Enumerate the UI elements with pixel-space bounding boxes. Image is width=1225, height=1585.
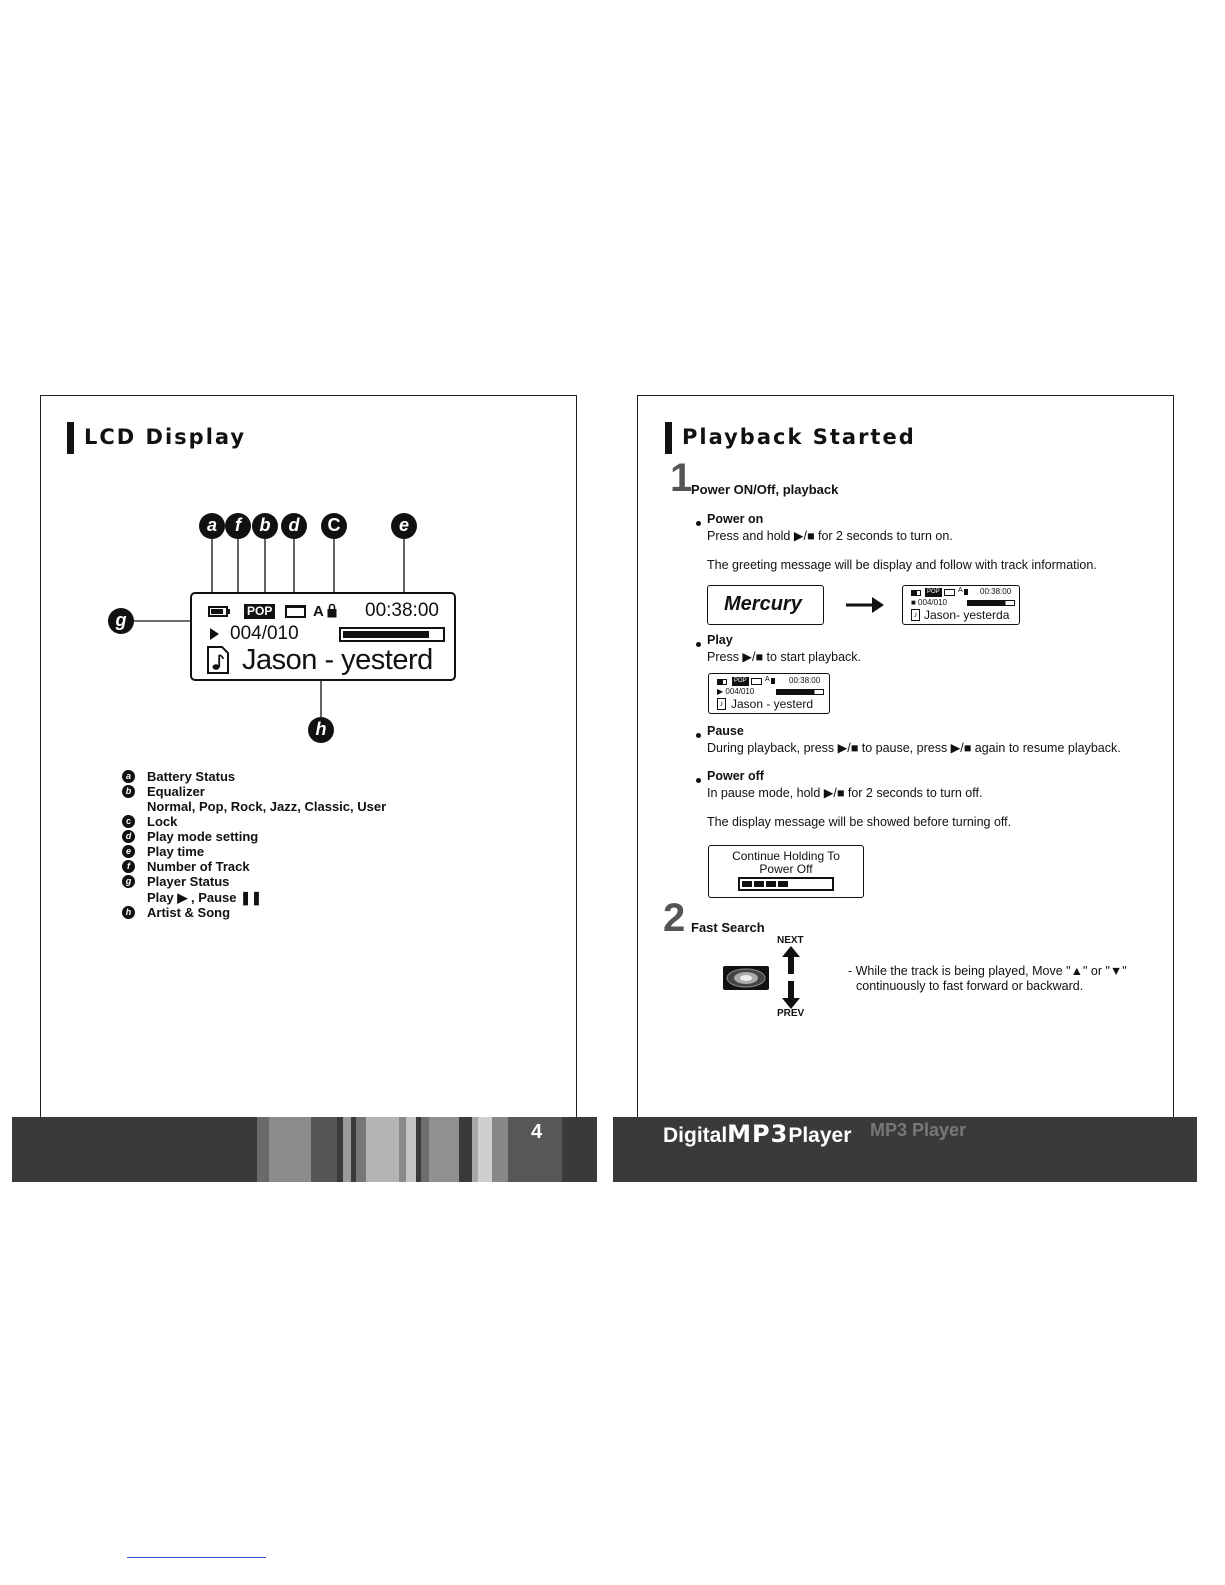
track-number: 004/010	[230, 623, 299, 644]
music-note-icon	[206, 646, 230, 679]
right-page-title: Playback Started	[682, 425, 916, 449]
play-mode-icon	[944, 589, 955, 596]
greeting-screen	[707, 585, 824, 625]
fast-search-desc-1: - While the track is being played, Move "▲" or "▼"	[848, 964, 1127, 978]
poweroff-progress	[738, 877, 834, 891]
play-text: Press ▶/■ to start playback.	[707, 650, 862, 664]
footer-stripe	[343, 1117, 351, 1182]
bullet	[696, 521, 701, 526]
legend-marker-c: c	[122, 815, 135, 828]
callout-g: g	[108, 608, 134, 634]
eq-badge: POP	[927, 589, 940, 595]
right-title-bar	[665, 422, 672, 454]
progress-bar	[339, 627, 445, 642]
legend-item: Play ▶ , Pause ❚❚	[147, 890, 262, 905]
legend-marker-a: a	[122, 770, 135, 783]
lcd-screen	[190, 592, 456, 681]
step1-number: 1	[670, 456, 693, 500]
battery-icon	[911, 590, 921, 596]
power-on-title: Power on	[707, 512, 764, 526]
left-page-title: LCD Display	[84, 425, 247, 449]
footer-stripe	[269, 1117, 311, 1182]
play-time: 00:38:00	[789, 676, 821, 685]
lock-icon	[327, 603, 337, 623]
footer-stripe	[429, 1117, 459, 1182]
song-title: Jason - yesterd	[242, 644, 433, 676]
callout-h: h	[308, 717, 334, 743]
play-mode-icon	[285, 605, 306, 618]
callout-c: C	[321, 513, 347, 539]
mini-lcd-playback	[708, 673, 830, 714]
power-on-note: The greeting message will be display and follow with track information.	[707, 558, 1097, 572]
arrow-up-icon	[782, 946, 800, 974]
legend-marker-b: b	[122, 785, 135, 798]
footer-stripe	[492, 1117, 508, 1182]
track-number: ▶ 004/010	[717, 687, 755, 696]
footer-stripe	[366, 1117, 399, 1182]
power-off-note: The display message will be showed before turning off.	[707, 815, 1012, 829]
legend-marker-g: g	[122, 875, 135, 888]
mode-letter: A	[765, 676, 770, 683]
eq-badge: POP	[244, 604, 275, 619]
step2-number: 2	[663, 896, 686, 940]
eq-badge: POP	[734, 678, 747, 684]
legend-item: Player Status	[147, 874, 230, 889]
battery-icon	[717, 679, 727, 685]
jog-dial-icon	[723, 966, 769, 990]
fast-search-desc-2: continuously to fast forward or backward.	[856, 979, 1084, 993]
footer-stripe	[257, 1117, 269, 1182]
poweroff-screen	[708, 845, 864, 898]
legend-marker-e: e	[122, 845, 135, 858]
footer-stripe	[406, 1117, 416, 1182]
callout-f: f	[225, 513, 251, 539]
footer-stripe	[311, 1117, 337, 1182]
legend-item: Equalizer	[147, 784, 205, 799]
footer-stripe	[478, 1117, 492, 1182]
play-mode-icon	[751, 678, 762, 685]
poweroff-line2: Power Off	[759, 862, 813, 876]
progress-bar	[967, 600, 1015, 606]
play-time: 00:38:00	[365, 600, 439, 621]
footer-brand-ghost: MP3 Player	[870, 1120, 967, 1140]
prev-label: PREV	[777, 1008, 805, 1019]
music-note-icon: ♪	[717, 698, 726, 710]
power-on-text: Press and hold ▶/■ for 2 seconds to turn on.	[707, 529, 953, 543]
page-number: 4	[531, 1121, 543, 1143]
legend-item: Normal, Pop, Rock, Jazz, Classic, User	[147, 799, 387, 814]
legend-marker-h: h	[122, 906, 135, 919]
legend-item: Number of Track	[147, 859, 250, 874]
song-title: Jason- yesterda	[924, 608, 1010, 622]
track-number: ■ 004/010	[911, 598, 947, 607]
legend-marker-d: d	[122, 830, 135, 843]
callout-b: b	[252, 513, 278, 539]
legend-item: Play mode setting	[147, 829, 259, 844]
bottom-rule	[127, 1557, 266, 1558]
legend-marker-f: f	[122, 860, 135, 873]
song-title: Jason - yesterd	[731, 697, 814, 711]
legend-item: Battery Status	[147, 769, 236, 784]
step2-heading: Fast Search	[691, 920, 765, 935]
footer-brand: DigitalMP3Player	[663, 1120, 852, 1148]
play-status-icon	[210, 628, 219, 640]
arrow-down-icon	[782, 981, 800, 1009]
legend-item: Play time	[147, 844, 205, 859]
step1-heading: Power ON/Off, playback	[691, 482, 839, 497]
legend-item: Artist & Song	[147, 905, 231, 920]
arrow-right-icon	[846, 596, 886, 614]
battery-icon	[208, 606, 228, 617]
footer-stripe	[356, 1117, 366, 1182]
pause-title: Pause	[707, 724, 744, 738]
power-off-title: Power off	[707, 769, 764, 783]
bullet	[696, 778, 701, 783]
legend-item: Lock	[147, 814, 178, 829]
greeting-text: Mercury	[724, 593, 802, 615]
bullet	[696, 642, 701, 647]
play-time: 00:38:00	[980, 587, 1012, 596]
mini-lcd-greeting-result	[902, 585, 1020, 625]
callout-a: a	[199, 513, 225, 539]
callout-d: d	[281, 513, 307, 539]
mode-letter: A	[313, 603, 324, 620]
power-off-text: In pause mode, hold ▶/■ for 2 seconds to turn off.	[707, 786, 983, 800]
play-title: Play	[707, 633, 733, 647]
progress-bar	[776, 689, 824, 695]
poweroff-line1: Continue Holding To	[732, 849, 840, 863]
lock-icon	[964, 589, 968, 595]
bullet	[696, 733, 701, 738]
lock-icon	[771, 678, 775, 684]
footer-stripe	[399, 1117, 406, 1182]
callout-e: e	[391, 513, 417, 539]
mode-letter: A	[958, 587, 963, 594]
footer-stripe	[421, 1117, 429, 1182]
pause-text: During playback, press ▶/■ to pause, press ▶/■ again to resume playback.	[707, 741, 1121, 755]
music-note-icon: ♪	[911, 609, 920, 621]
next-label: NEXT	[777, 935, 804, 946]
